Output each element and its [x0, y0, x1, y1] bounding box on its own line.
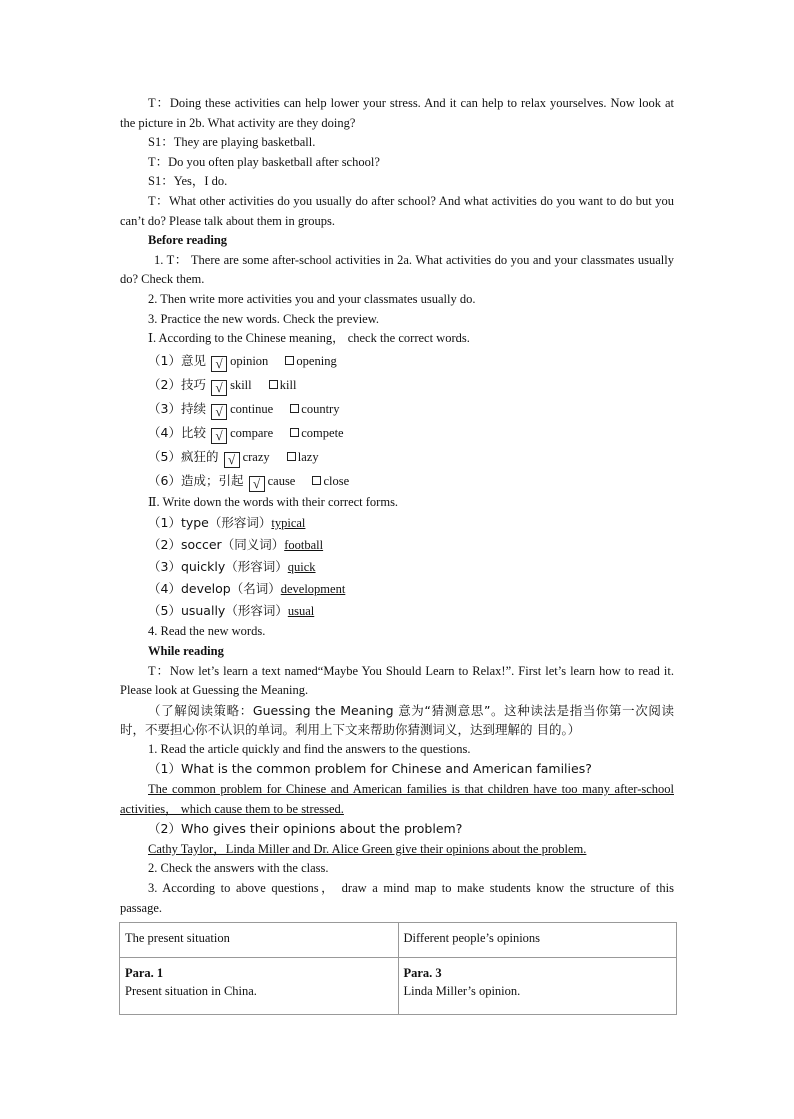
form-answer: development [280, 582, 346, 597]
form-answer: quick [287, 560, 316, 575]
check-item [120, 469, 674, 493]
table-header-cell: Different people’s opinions [398, 923, 677, 958]
teacher-line-3: T：What other activities do you usually do after school? And what activities do you want to do but you can’t do? Please talk about them in groups. [120, 193, 674, 228]
correct-word: skill [230, 377, 252, 392]
check-item-chinese: 疯狂的 [180, 448, 219, 464]
table-row [120, 958, 677, 1015]
table-cell [120, 958, 399, 1015]
teacher-line-1: T：Doing these activities can help lower your stress. And it can help to relax yourselves. Now look at the picture in 2b. What activity are they doing? [120, 96, 674, 130]
checked-box-icon[interactable]: √ [249, 476, 265, 492]
check-item-num: （2） [148, 376, 181, 392]
form-item [120, 578, 674, 600]
before-step-4: 4. Read the new words. [148, 624, 266, 639]
correct-word: crazy [242, 449, 270, 464]
check-item-chinese: 技巧 [180, 376, 206, 392]
para-title: Para. 3 [403, 966, 442, 981]
while-reading-heading: While reading [148, 643, 224, 658]
checked-box-icon[interactable]: √ [211, 380, 227, 396]
empty-box-icon[interactable] [290, 404, 299, 413]
form-item [120, 534, 674, 556]
check-item-chinese: 比较 [180, 424, 206, 440]
form-question: （4）develop（名词） [148, 581, 281, 597]
para-title: Para. 1 [125, 966, 164, 981]
while-teacher-intro: T：Now let’s learn a text named“Maybe You Should Learn to Relax!”. First let’s learn how to read it. Please look at Guessing the Meaning. [120, 663, 674, 698]
before-reading-heading: Before reading [148, 233, 228, 248]
table-row [120, 923, 677, 958]
teacher-line-2: T：Do you often play basketball after school? [148, 154, 380, 169]
table-header-cell: The present situation [120, 923, 399, 958]
para-text: Present situation in China. [125, 984, 257, 999]
check-item-num: （3） [148, 400, 181, 416]
table-cell [398, 958, 677, 1015]
mind-map-table [119, 922, 677, 1015]
empty-box-icon[interactable] [285, 356, 294, 365]
empty-box-icon[interactable] [269, 380, 278, 389]
check-item [120, 445, 674, 469]
check-item [120, 349, 674, 373]
form-answer: football [284, 538, 324, 553]
checked-box-icon[interactable]: √ [211, 356, 227, 372]
form-question: （3）quickly（形容词） [148, 559, 288, 575]
strategy-note: （了解阅读策略：Guessing the Meaning 意为“猜测意思”。这种读法是指当你第一次阅读时，不要担心你不认识的单词。利用上下文来帮助你猜测词义，达到理解的 目的。） [120, 702, 674, 738]
student-line-2: S1：Yes，I do. [148, 174, 228, 189]
document-page [120, 94, 674, 1015]
correct-word: cause [267, 473, 296, 488]
wrong-word: close [323, 473, 350, 488]
form-item [120, 512, 674, 534]
form-question: （2）soccer（同义词） [148, 537, 285, 553]
form-question: （1）type（形容词） [148, 515, 272, 531]
wrong-word: compete [301, 425, 344, 440]
before-step-1: 1. T： There are some after-school activities in 2a. What activities do you and your classmates usually do? Check them. [120, 252, 674, 287]
form-answer: typical [271, 516, 306, 531]
while-step-3: 3. According to above questions， draw a mind map to make students know the structure of this passage. [120, 881, 674, 915]
check-item [120, 397, 674, 421]
check-item [120, 373, 674, 397]
form-item [120, 556, 674, 578]
checked-box-icon[interactable]: √ [211, 428, 227, 444]
form-question: （5）usually（形容词） [148, 603, 288, 619]
check-item-num: （4） [148, 424, 181, 440]
while-step-1: 1. Read the article quickly and find the answers to the questions. [148, 741, 471, 756]
checked-box-icon[interactable]: √ [224, 452, 240, 468]
para-text: Linda Miller’s opinion. [403, 984, 521, 999]
check-item [120, 421, 674, 445]
answer-2: Cathy Taylor，Linda Miller and Dr. Alice Green give their opinions about the problem. [148, 841, 587, 856]
check-item-num: （1） [148, 352, 181, 368]
wrong-word: opening [296, 353, 337, 368]
form-answer: usual [287, 604, 315, 619]
while-step-2: 2. Check the answers with the class. [148, 861, 329, 876]
form-item [120, 600, 674, 622]
check-item-chinese: 持续 [180, 400, 206, 416]
check-item-num: （5） [148, 448, 181, 464]
wrong-word: kill [279, 377, 297, 392]
check-item-num: （6） [148, 472, 181, 488]
checked-box-icon[interactable]: √ [211, 404, 227, 420]
correct-word: compare [230, 425, 274, 440]
check-word-list [120, 349, 674, 493]
correct-word: continue [230, 401, 274, 416]
wrong-word: country [301, 401, 340, 416]
empty-box-icon[interactable] [312, 476, 321, 485]
before-step-2: 2. Then write more activities you and your classmates usually do. [148, 291, 476, 306]
question-1: （1）What is the common problem for Chinese and American families? [148, 761, 592, 777]
question-2: （2）Who gives their opinions about the problem? [148, 821, 463, 837]
answer-1: The common problem for Chinese and American families is that children have too many after-school activities， which cause them to be stressed. [120, 782, 674, 816]
wrong-word: lazy [297, 449, 319, 464]
before-step-3: 3. Practice the new words. Check the preview. [148, 311, 380, 326]
correct-word: opinion [230, 353, 269, 368]
part1-title: Ⅰ. According to the Chinese meaning， check the correct words. [148, 331, 470, 346]
check-item-chinese: 造成；引起 [180, 472, 244, 488]
empty-box-icon[interactable] [287, 452, 296, 461]
student-line-1: S1：They are playing basketball. [148, 135, 316, 150]
empty-box-icon[interactable] [290, 428, 299, 437]
part2-title: Ⅱ. Write down the words with their correct forms. [148, 494, 399, 509]
check-item-chinese: 意见 [180, 352, 206, 368]
